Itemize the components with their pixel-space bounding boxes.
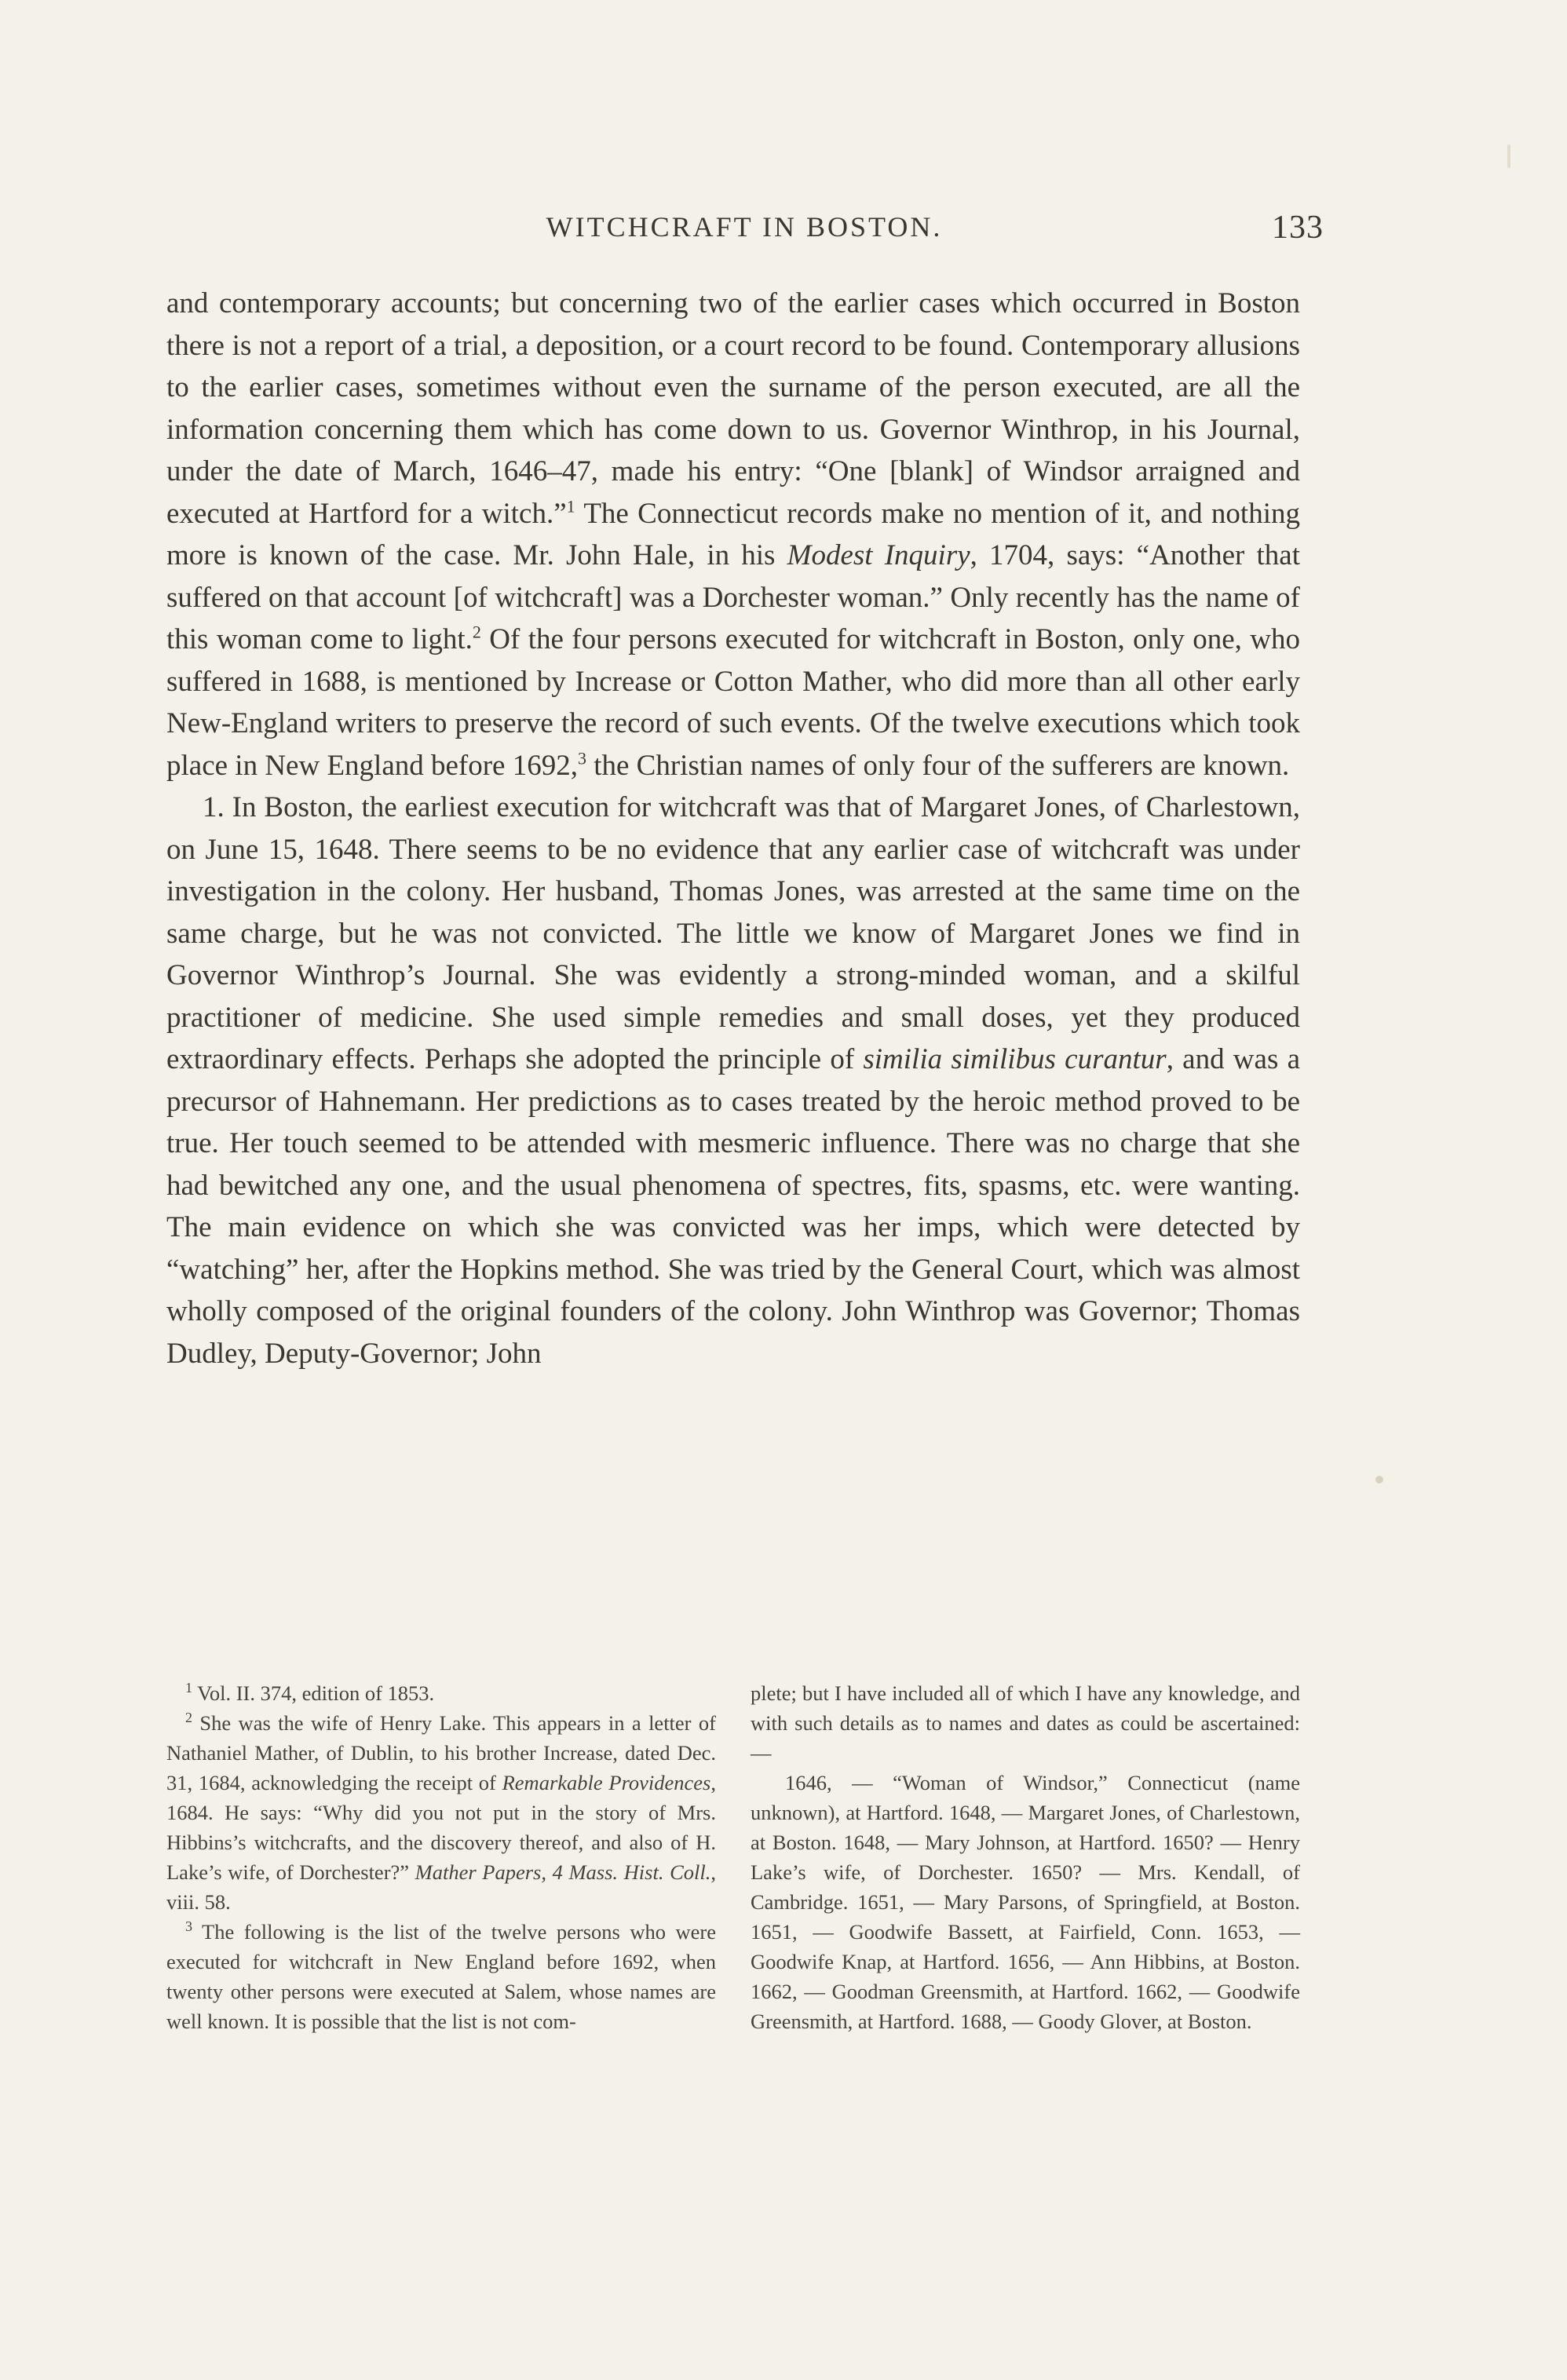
footnote-ref-3: 3	[577, 748, 586, 768]
footnote-text: She was the wife of Henry Lake. This appears in a letter of Nathaniel Mather, of Dublin, to his brother Increase, dated Dec. 31, 1684, acknowledging the receipt of	[166, 1711, 716, 1794]
text-run: the Christian names of only four of the sufferers are known.	[586, 749, 1290, 782]
footnotes-left-column	[166, 1678, 716, 2036]
text-run: and contemporary accounts; but concerning two of the earlier cases which occurred in Boston there is not a report of a trial, a deposition, or a court record to be found. Contemporary allusions to the earlier cases, sometimes without even the surname of the person executed, are all the information concerning them which has come down to us. Governor Winthrop, in his Journal, under the date of March, 1646–47, made his entry: “One [blank] of Windsor arraigned and executed at Hartford for a witch.”	[166, 287, 1300, 530]
footnote-text: , viii. 58.	[166, 1860, 716, 1914]
footnote-number: 1	[185, 1680, 192, 1696]
text-run: , and was a precursor of Hahnemann. Her predictions as to cases treated by the heroic method proved to be true. Her touch seemed to be attended with mesmeric influence. There was no charge that she had bewitched any one, and the usual phenomena of spectres, fits, spasms, etc. were wanting. The main evidence on which she was convicted was her imps, which were detected by “watching” her, after the Hopkins method. She was tried by the General Court, which was almost wholly composed of the original founders of the colony. John Winthrop was Governor; Thomas Dudley, Deputy-Governor; John	[166, 1043, 1300, 1370]
paragraph-2	[166, 787, 1300, 1374]
source-citation: Mather Papers, 4 Mass. Hist. Coll.	[415, 1860, 711, 1884]
footnote-2	[166, 1708, 716, 1917]
paper-spot	[1375, 1476, 1383, 1484]
execution-list: 1646, — “Woman of Windsor,” Connecticut (name unknown), at Hartford. 1648, — Margaret Jones, of Charlestown, at Boston. 1648, — Mary Johnson, at Hartford. 1650? — Henry Lake’s wife, of Dorchester. 1650? — Mrs. Kendall, of Cambridge. 1651, — Mary Parsons, of Springfield, at Boston. 1651, — Goodwife Bassett, at Fairfield, Conn. 1653, — Goodwife Knap, at Hartford. 1656, — Ann Hibbins, at Boston. 1662, — Goodman Greensmith, at Hartford. 1662, — Goodwife Greensmith, at Hartford. 1688, — Goody Glover, at Boston.	[751, 1771, 1300, 2033]
footnote-ref-2: 2	[472, 622, 481, 642]
footnote-text: Vol. II. 374, edition of 1853.	[192, 1681, 435, 1705]
paragraph-1	[166, 283, 1300, 787]
footnote-number: 2	[185, 1710, 192, 1726]
footnotes	[166, 1678, 1300, 2036]
latin-phrase: similia similibus curantur	[863, 1043, 1167, 1075]
footnote-text: , 1684. He says: “Why did you not put in the story of Mrs. Hibbins’s witchcrafts, and the discovery thereof, and also of H. Lake’s wife, of Dorchester?”	[166, 1771, 716, 1884]
paper-mark	[1507, 144, 1510, 168]
page-number: 133	[1272, 210, 1324, 246]
footnotes-right-column	[751, 1678, 1300, 2036]
text-run: 1. In Boston, the earliest execution for witchcraft was that of Margaret Jones, of Charlestown, on June 15, 1648. There seems to be no evidence that any earlier case of witchcraft was under investigation in the colony. Her husband, Thomas Jones, was arrested at the same time on the same charge, but he was not convicted. The little we know of Margaret Jones we find in Governor Winthrop’s Journal. She was evidently a strong-minded woman, and a skilful practitioner of medicine. She used simple remedies and small doses, yet they produced extraordinary effects. Perhaps she adopted the principle of	[166, 791, 1300, 1075]
footnote-ref-1: 1	[566, 496, 575, 517]
text-run: The Connecticut records make no mention of it, and nothing more is known of the case. Mr. John Hale, in his	[166, 497, 1300, 571]
text-run: , 1704, says: “Another that suffered on that account [of witchcraft] was a Dorchester woman.” Only recently has the name of this woman come to light.	[166, 539, 1300, 655]
book-title-remarkable-providences: Remarkable Providences	[502, 1771, 711, 1794]
running-head	[165, 203, 1324, 257]
footnote-3-continued: plete; but I have included all of which I have any knowledge, and with such details as to names and dates as could be ascertained: —	[751, 1681, 1300, 1765]
chapter-title: WITCHCRAFT IN BOSTON.	[546, 211, 943, 243]
footnote-3	[166, 1917, 716, 2036]
book-title-modest-inquiry: Modest Inquiry	[787, 539, 970, 571]
footnote-text: The following is the list of the twelve persons who were executed for witchcraft in New England before 1692, when twenty other persons were executed at Salem, whose names are well known. It is possible that the list is not com-	[166, 1920, 716, 2033]
footnote-1	[166, 1678, 716, 1708]
text-run: Of the four persons executed for witchcraft in Boston, only one, who suffered in 1688, is mentioned by Increase or Cotton Mather, who did more than all other early New-England writers to preserve the record of such events. Of the twelve executions which took place in New England before 1692,	[166, 623, 1300, 782]
footnote-number: 3	[185, 1918, 192, 1935]
main-text	[166, 283, 1300, 1374]
